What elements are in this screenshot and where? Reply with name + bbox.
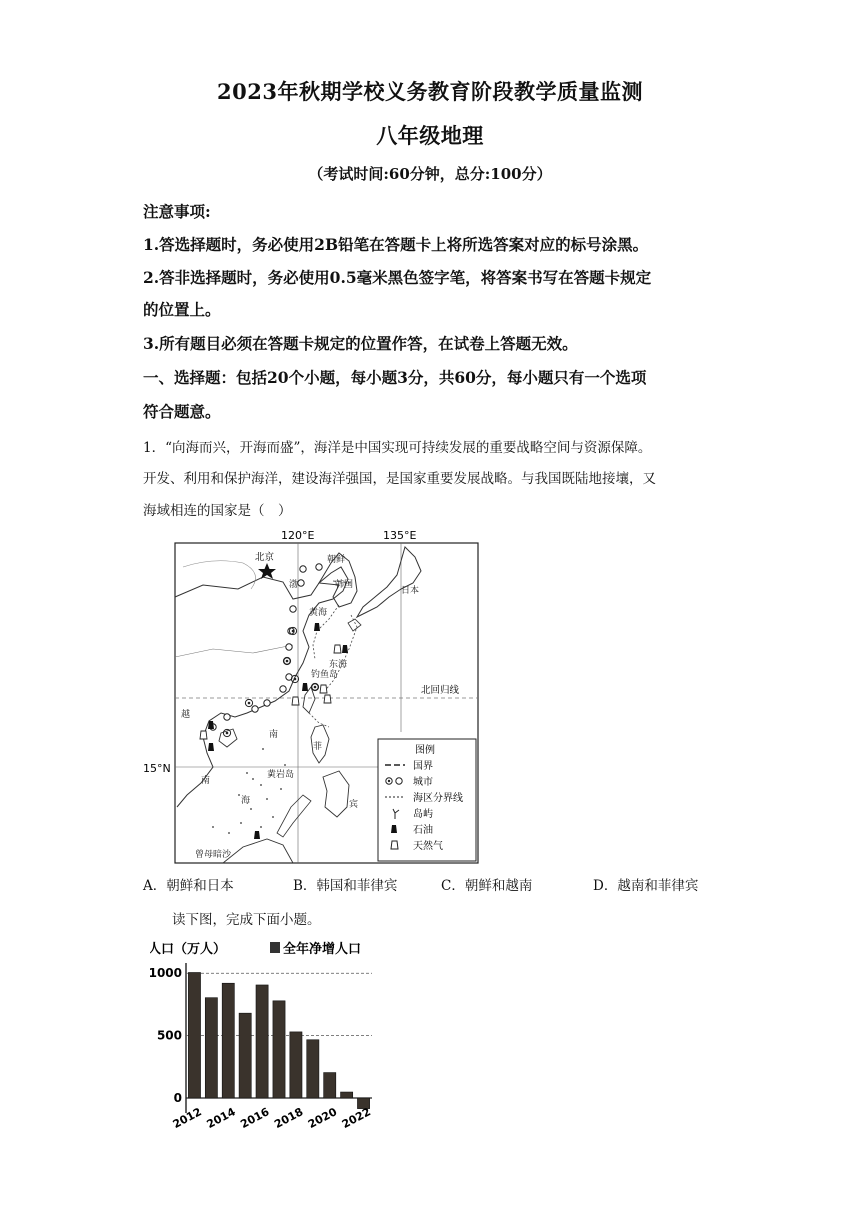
label-beijing: 北京	[255, 552, 275, 563]
label-huanghai: 黄海	[309, 608, 328, 618]
bar-2019	[307, 1040, 319, 1098]
label-hai: 海	[241, 796, 251, 806]
legend-oil: 石油	[413, 825, 433, 836]
bar-2012	[188, 972, 200, 1098]
legend-oil-icon	[391, 825, 397, 833]
subject-title: 八年级地理	[376, 123, 484, 148]
legend-island: 岛屿	[413, 809, 433, 820]
sea-map-figure	[143, 527, 483, 865]
bar-2017	[273, 1001, 285, 1098]
lon-label-135: 135°E	[383, 529, 417, 542]
label-huangyandao: 黄岩岛	[267, 770, 295, 780]
notice-item-2-cont: 的位置上。	[143, 300, 221, 319]
question-1-text-3: 海域相连的国家是（ ）	[143, 503, 292, 519]
legend-city-dot-icon	[388, 780, 390, 782]
exam-info: （考试时间:60分钟，总分:100分）	[308, 165, 552, 183]
map-svg	[143, 527, 483, 865]
label-riben: 日本	[401, 586, 420, 596]
question-1-text: 1．“向海而兴，开海而盛”，海洋是中国实现可持续发展的重要战略空间与资源保障。	[143, 440, 652, 456]
bar-2014	[222, 983, 234, 1098]
population-chart	[150, 935, 390, 1135]
option-a[interactable]: A．朝鲜和日本	[143, 878, 234, 894]
chart-ylabel: 人口（万人）	[150, 942, 227, 957]
x-tick-label: 2016	[238, 1105, 272, 1132]
option-d[interactable]: D．越南和菲律宾	[593, 878, 699, 894]
label-bohai: 渤	[289, 580, 299, 590]
chart-bars	[188, 972, 369, 1108]
legend-border: 国界	[413, 761, 433, 772]
legend-city: 城市	[413, 777, 433, 788]
option-c[interactable]: C．朝鲜和越南	[441, 878, 533, 894]
option-b[interactable]: B．韩国和菲律宾	[293, 878, 398, 894]
section-heading: 一、选择题：包括20个小题，每小题3分，共60分，每小题只有一个选项	[143, 368, 647, 387]
lon-label-120: 120°E	[281, 529, 315, 542]
legend-gas: 天然气	[413, 841, 443, 852]
x-tick-label: 2020	[305, 1105, 340, 1132]
tropic-label: 北回归线	[421, 685, 460, 696]
map-legend	[378, 739, 476, 861]
question-1-text-2: 开发、利用和保护海洋，建设海洋强国，是国家重要发展战略。与我国既陆地接壤，又	[143, 471, 656, 487]
label-yue: 越	[181, 710, 191, 720]
bar-2016	[256, 985, 268, 1098]
label-nan-vietnam: 南	[201, 776, 211, 786]
x-tick-label: 2022	[339, 1105, 373, 1132]
label-fei: 菲	[313, 742, 323, 752]
legend-gas-icon	[391, 841, 398, 849]
bar-2020	[324, 1073, 336, 1098]
y-tick-label: 500	[156, 1028, 182, 1043]
bar-2018	[290, 1032, 302, 1098]
legend-title: 图例	[415, 745, 435, 756]
bar-2021	[341, 1092, 353, 1098]
label-bin: 宾	[349, 800, 359, 810]
x-tick-label: 2012	[170, 1105, 204, 1132]
label-donghai: 东海	[329, 660, 348, 670]
bar-2013	[205, 998, 217, 1098]
notice-heading: 注意事项:	[143, 202, 211, 221]
legend-city-circle-icon	[396, 778, 402, 784]
exam-title: 2023年秋期学校义务教育阶段教学质量监测	[217, 79, 643, 104]
chart-legend: 全年净增人口	[283, 942, 362, 957]
legend-sea-boundary: 海区分界线	[413, 793, 463, 804]
label-nan: 南	[269, 730, 279, 740]
label-zengmuansha: 曾母暗沙	[195, 850, 232, 860]
chart-svg	[150, 935, 390, 1135]
reading-prompt: 读下图，完成下面小题。	[172, 912, 321, 928]
lat-label-15: 15°N	[143, 762, 171, 775]
label-diaoyudao: 钓鱼岛	[311, 670, 339, 680]
legend-swatch	[270, 942, 280, 953]
bar-2015	[239, 1013, 251, 1098]
x-tick-label: 2018	[272, 1105, 306, 1132]
section-heading-cont: 符合题意。	[143, 402, 221, 421]
y-tick-label: 0	[173, 1091, 182, 1106]
label-hanguo: 韩国	[335, 580, 354, 590]
notice-item-3: 3.所有题目必须在答题卡规定的位置作答，在试卷上答题无效。	[143, 334, 578, 353]
y-tick-label: 1000	[150, 966, 182, 981]
label-chaoxian: 朝鲜	[327, 555, 346, 565]
notice-item-1: 1.答选择题时，务必使用2B铅笔在答题卡上将所选答案对应的标号涂黑。	[143, 235, 649, 254]
notice-item-2: 2.答非选择题时，务必使用0.5毫米黑色签字笔，将答案书写在答题卡规定	[143, 268, 652, 287]
x-tick-label: 2014	[204, 1105, 238, 1132]
